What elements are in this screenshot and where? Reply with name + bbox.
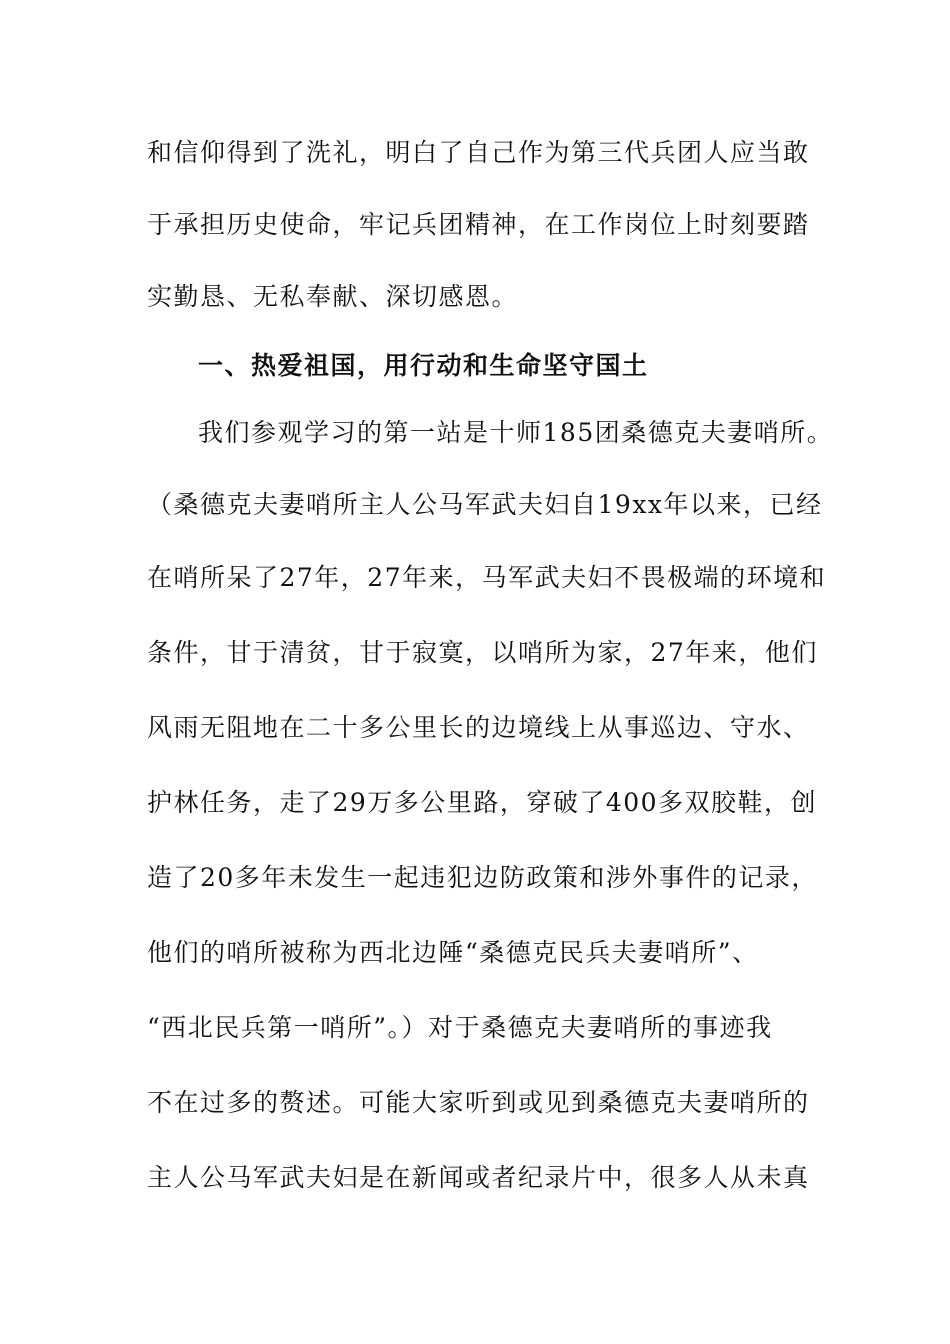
paragraph-line: 实勤恳、无私奉献、深切感恩。 bbox=[147, 282, 519, 311]
paragraph-line: 造了20多年未发生一起违犯边防政策和涉外事件的记录， bbox=[147, 863, 818, 892]
paragraph-line: 条件，甘于清贫，甘于寂寞，以哨所为家，27年来，他们 bbox=[147, 638, 818, 667]
paragraph-line: 和信仰得到了洗礼，明白了自己作为第三代兵团人应当敢 bbox=[147, 138, 810, 167]
section-heading: 一、热爱祖国，用行动和生命坚守国土 bbox=[198, 351, 649, 380]
paragraph-line: 于承担历史使命，牢记兵团精神，在工作岗位上时刻要踏 bbox=[147, 210, 810, 239]
paragraph-line: （桑德克夫妻哨所主人公马军武夫妇自19xx年以来，已经 bbox=[147, 490, 823, 519]
paragraph-line: 在哨所呆了27年，27年来，马军武夫妇不畏极端的环境和 bbox=[147, 563, 827, 592]
paragraph-line: “西北民兵第一哨所”。）对于桑德克夫妻哨所的事迹我 bbox=[147, 1013, 773, 1042]
paragraph-line: 他们的哨所被称为西北边陲“桑德克民兵夫妻哨所”、 bbox=[147, 938, 759, 967]
paragraph-line: 主人公马军武夫妇是在新闻或者纪录片中，很多人从未真 bbox=[147, 1163, 810, 1192]
paragraph-line: 我们参观学习的第一站是十师185团桑德克夫妻哨所。 bbox=[198, 418, 834, 447]
paragraph-line: 不在过多的赘述。可能大家听到或见到桑德克夫妻哨所的 bbox=[147, 1088, 810, 1117]
paragraph-line: 护林任务，走了29万多公里路，穿破了400多双胶鞋，创 bbox=[147, 788, 818, 817]
paragraph-line: 风雨无阻地在二十多公里长的边境线上从事巡边、守水、 bbox=[147, 713, 810, 742]
